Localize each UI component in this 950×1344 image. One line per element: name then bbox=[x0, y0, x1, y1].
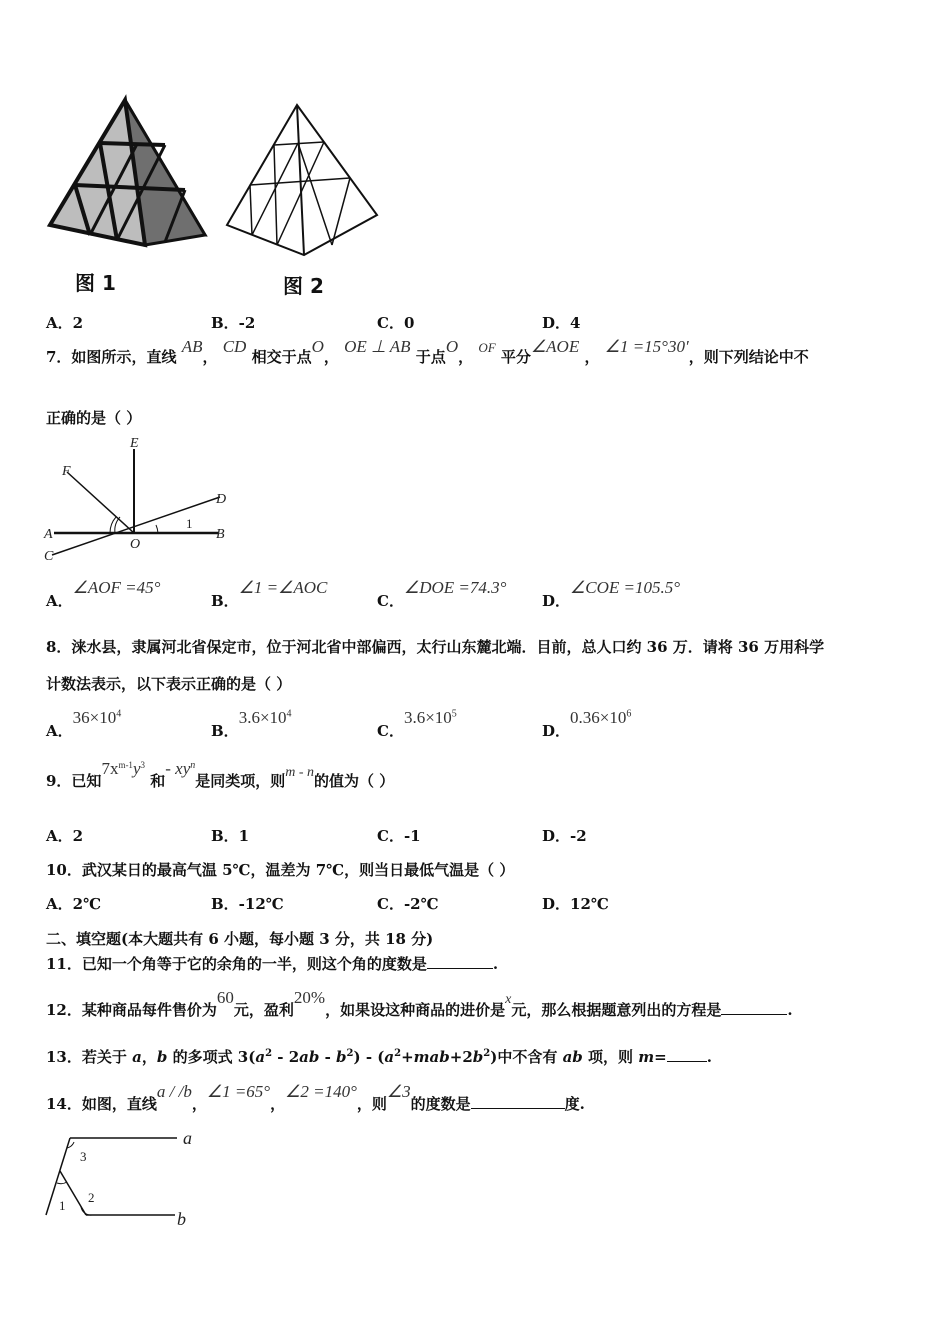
q7-label-a: A bbox=[44, 527, 53, 542]
q7-label-c: C bbox=[44, 549, 54, 564]
q12-stem: 12．某种商品每件售价为60元，盈利20%，如果设这种商品的进价是x元，那么根据题意列出的方程是 . bbox=[46, 988, 793, 1019]
q12-answer-blank[interactable] bbox=[721, 1000, 787, 1015]
q7-label-o: O bbox=[130, 537, 141, 552]
q7-label-e: E bbox=[130, 436, 139, 451]
section-2-heading: 二、填空题(本大题共有 6 小题，每小题 3 分，共 18 分) bbox=[46, 930, 434, 948]
q7-option-b: B．∠1 =∠AOC bbox=[211, 578, 328, 610]
q9-option-b: B．1 bbox=[211, 827, 250, 845]
q7-stem-line2: 正确的是（ ） bbox=[46, 409, 142, 427]
q11-answer-blank[interactable] bbox=[427, 954, 493, 969]
q7-label-f: F bbox=[62, 464, 71, 479]
q7-option-c: C．∠DOE =74.3° bbox=[377, 578, 507, 610]
q14-stem: 14．如图，直线a / /b，∠1 =65°，∠2 =140°，则∠3的度数是 度. bbox=[46, 1082, 585, 1113]
q10-option-a: A．2℃ bbox=[46, 895, 102, 913]
q7-stem-line1: 7．如图所示，直线 AB， CD 相交于点O， OE ⊥ AB 于点O， OF 平分∠AOE ， ∠1 =15°30′，则下列结论中不 bbox=[46, 337, 809, 366]
q13-stem: 13．若关于 a，b 的多项式 $3(a^2 - 2ab - b^2) - (a^2+mab+2b^2)$中不含有 ab 项，则 m= . bbox=[46, 1048, 712, 1066]
q6-option-b: B．-2 bbox=[211, 314, 256, 332]
q10-option-b: B．-12℃ bbox=[211, 895, 284, 913]
figure-1-caption: 图 1 bbox=[75, 271, 116, 295]
q14-label-3: 3 bbox=[80, 1149, 87, 1164]
q14-label-2: 2 bbox=[88, 1190, 95, 1205]
q6-option-d: D．4 bbox=[542, 314, 581, 332]
q7-label-b: B bbox=[216, 527, 225, 542]
figure-2-wireframe-pyramid bbox=[222, 100, 382, 260]
q14-figure-parallel-lines bbox=[40, 1130, 210, 1230]
q7-option-d: D．∠COE =105.5° bbox=[542, 578, 681, 610]
q14-answer-blank[interactable] bbox=[471, 1094, 565, 1109]
q9-option-d: D．-2 bbox=[542, 827, 587, 845]
q9-option-a: A．2 bbox=[46, 827, 84, 845]
q8-stem-line2: 计数法表示，以下表示正确的是（ ） bbox=[46, 675, 292, 693]
q10-stem: 10．武汉某日的最高气温 5℃，温差为 7℃，则当日最低气温是（ ） bbox=[46, 861, 515, 879]
q8-option-a: A．$36\times 10^4$ bbox=[46, 708, 122, 740]
q8-option-d: D．$0.36\times 10^6$ bbox=[542, 708, 632, 740]
q7-label-angle-1: 1 bbox=[186, 516, 193, 531]
q11-stem: 11．已知一个角等于它的余角的一半，则这个角的度数是 . bbox=[46, 955, 499, 973]
q10-option-c: C．-2℃ bbox=[377, 895, 439, 913]
q8-option-b: B．$3.6\times 10^4$ bbox=[211, 708, 292, 740]
q9-stem: 9．已知$7x^{m-1}y^3$ 和- $xy^n$是同类项，则m - n的值为（ ） bbox=[46, 759, 395, 790]
q6-option-c: C．0 bbox=[377, 314, 415, 332]
q7-figure-intersecting-lines bbox=[40, 435, 240, 565]
q7-label-d: D bbox=[216, 492, 227, 507]
q6-option-a: A．2 bbox=[46, 314, 84, 332]
figure-2-caption: 图 2 bbox=[283, 274, 324, 298]
q13-answer-blank[interactable] bbox=[667, 1047, 707, 1062]
q8-stem-line1: 8．涞水县，隶属河北省保定市，位于河北省中部偏西，太行山东麓北端．目前，总人口约 36 万．请将 36 万用科学 bbox=[46, 638, 825, 656]
figure-1-pyramid-puzzle bbox=[45, 95, 215, 245]
q14-label-1: 1 bbox=[59, 1198, 66, 1213]
q14-label-a: a bbox=[183, 1128, 192, 1148]
q10-option-d: D．12℃ bbox=[542, 895, 609, 913]
q14-label-b: b bbox=[177, 1209, 186, 1229]
q7-option-a: A．∠AOF =45° bbox=[46, 578, 161, 610]
q9-option-c: C．-1 bbox=[377, 827, 421, 845]
q8-option-c: C．$3.6\times 10^5$ bbox=[377, 708, 457, 740]
